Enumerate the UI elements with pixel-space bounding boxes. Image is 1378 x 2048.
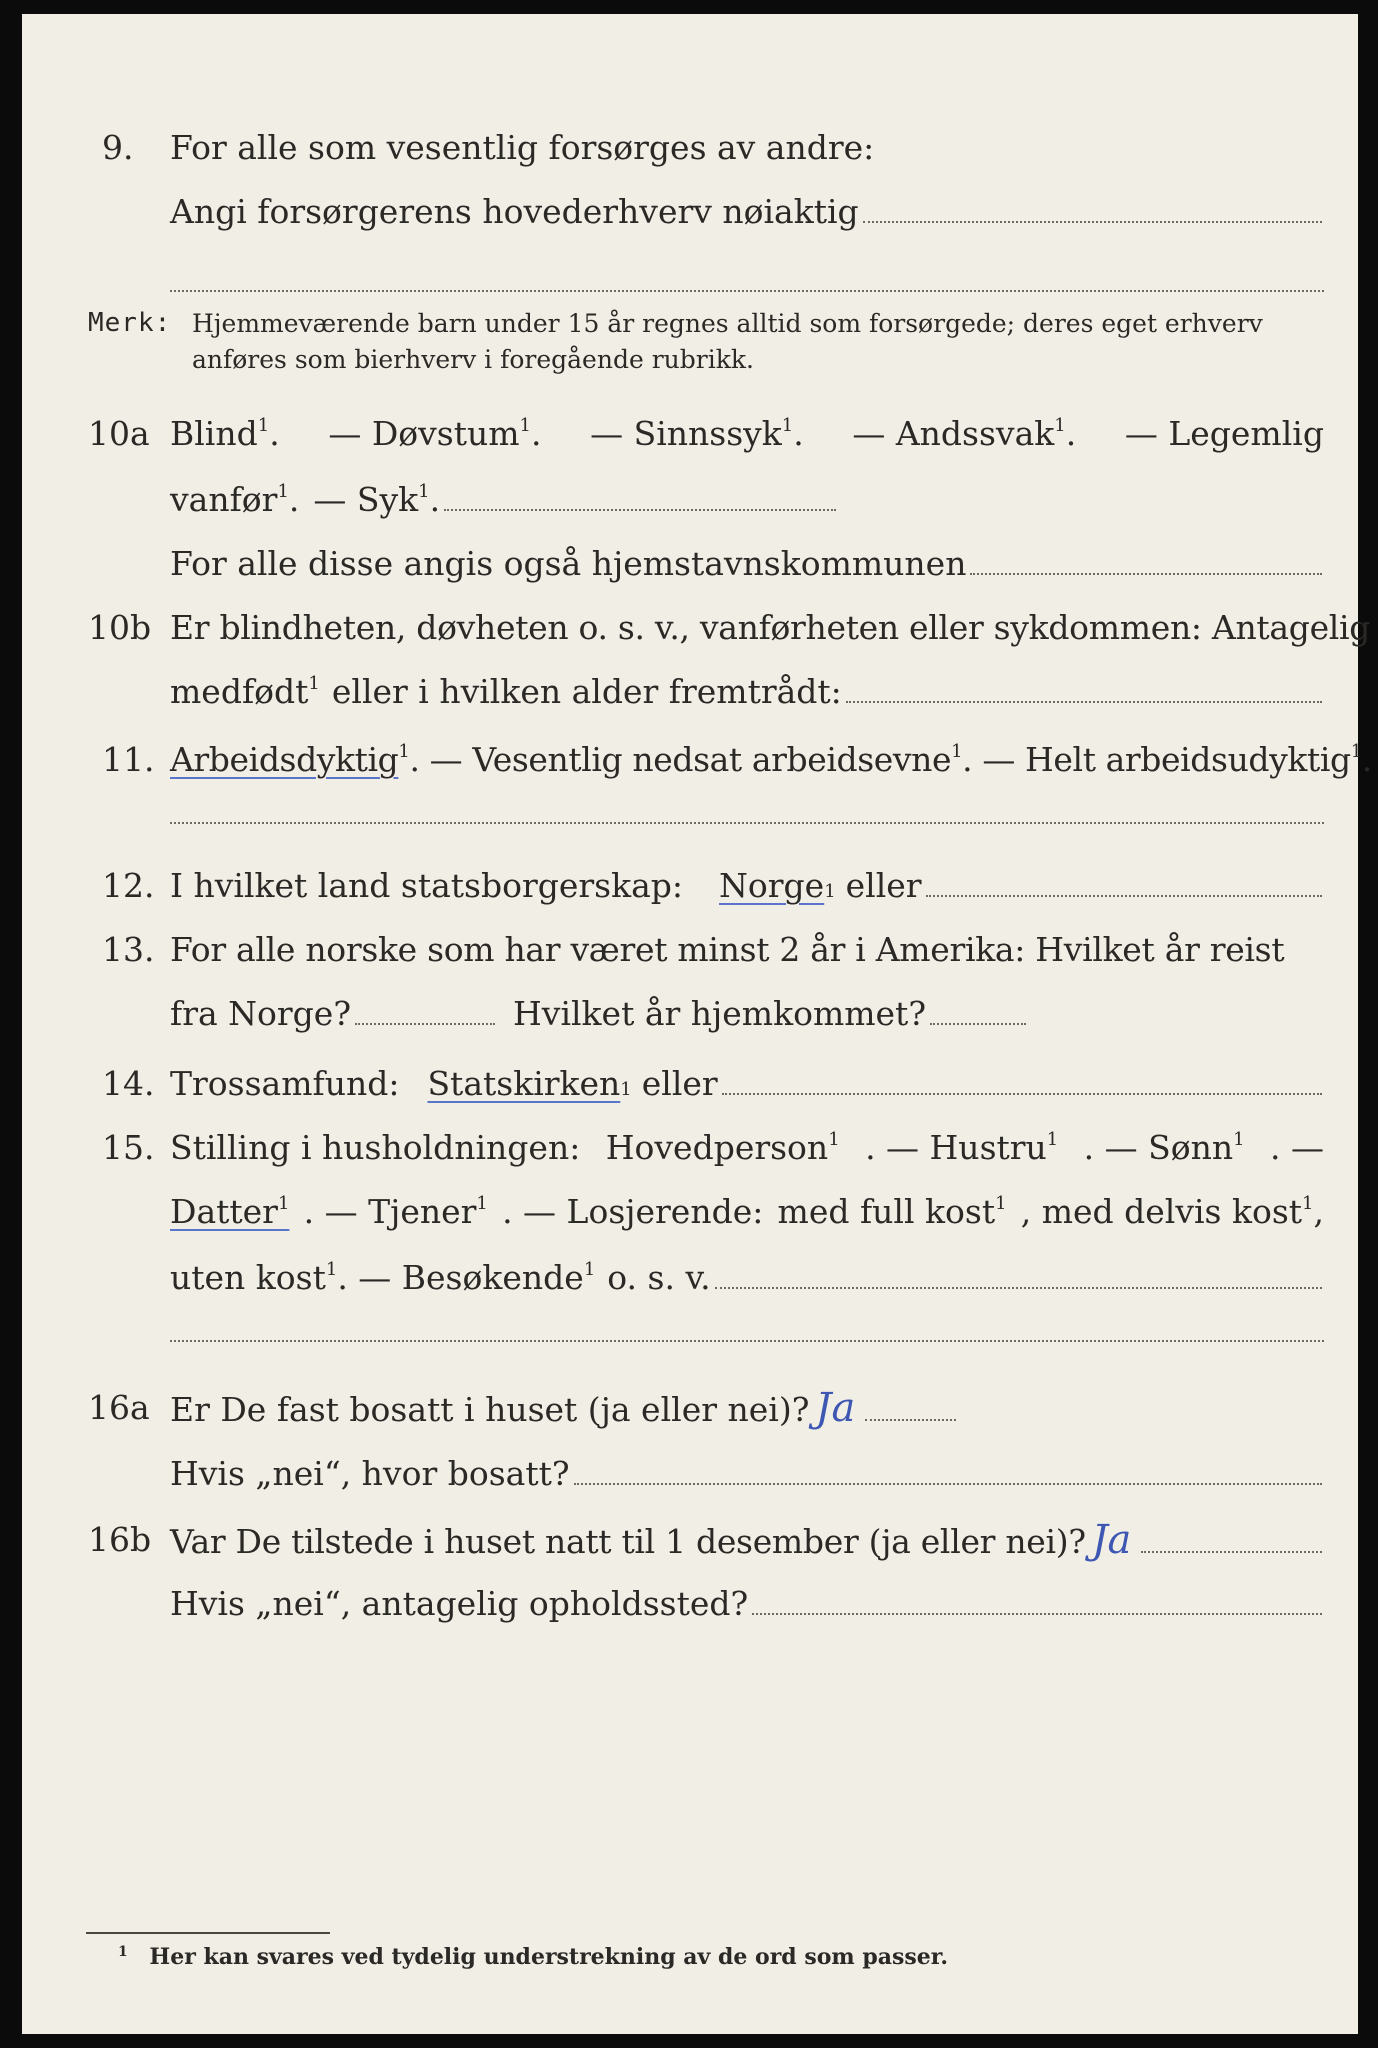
q13-line1 — [22, 920, 1358, 980]
option-medfodt[interactable]: medfødt$^1$ — [170, 672, 320, 711]
q16a-answer[interactable]: Ja — [815, 1385, 856, 1431]
option-losjerende[interactable]: . — Losjerende: — [502, 1192, 764, 1231]
q10a-line3 — [22, 534, 1358, 594]
q10b-alder-field[interactable] — [846, 700, 1322, 703]
q16b-text: Var De tilstede i huset natt til 1 desember (ja eller nei)? — [170, 1522, 1086, 1561]
q16b-answer-field[interactable] — [1141, 1550, 1322, 1553]
q10a-text-3: For alle disse angis også hjemstavnskommunen — [170, 544, 967, 583]
option-besokende[interactable]: . — Besøkende$^1$ — [337, 1258, 596, 1297]
footnote-divider — [86, 1932, 330, 1934]
q10b-text-2: eller i hvilken alder fremtrådt: — [331, 672, 842, 711]
option-delvis-kost[interactable]: , med delvis kost$^1$, — [1020, 1192, 1324, 1231]
option-sonn[interactable]: . — Sønn$^1$ — [1083, 1128, 1245, 1167]
q16a-text-2: Hvis „nei“, hvor bosatt? — [170, 1454, 570, 1493]
q10a-line1 — [22, 404, 1358, 464]
footnote — [118, 1944, 948, 1970]
q9-answer-field-2[interactable] — [170, 290, 1324, 292]
merk-line1: Hjemmeværende barn under 15 år regnes alltid som forsørgede; deres eget erhverv — [192, 309, 1263, 338]
q9-number: 9. — [102, 128, 134, 167]
q14-trossamfund-field[interactable] — [722, 1092, 1322, 1095]
q15-line3: uten kost$^1$ . — Besøkende$^1$ o. s. v. — [22, 1248, 1358, 1308]
merk-label: Merk: — [88, 308, 172, 338]
q14-text: Trossamfund: — [170, 1064, 400, 1103]
option-hovedperson[interactable]: Hovedperson$^1$ — [605, 1128, 840, 1167]
option-andssvak[interactable]: — Andssvak$^1$. — [852, 414, 1077, 453]
q16a-line1 — [22, 1378, 1358, 1438]
option-blind[interactable]: Blind$^1$. — [170, 414, 280, 453]
q10b-number: 10b — [88, 608, 152, 647]
q15-stilling-field[interactable] — [715, 1286, 1322, 1289]
q13-reist-label: fra Norge? — [170, 994, 352, 1033]
option-full-kost[interactable]: med full kost$^1$ — [777, 1192, 1007, 1231]
q15-line2 — [22, 1182, 1358, 1242]
q11-line: 11. Arbeidsdyktig$^1$. — Vesentlig nedsat arbeidsevne$^1$. — Helt arbeidsudyktig$^1$. — [22, 730, 1358, 790]
merk-line2: anføres som bierhverv i foregående rubrikk. — [192, 345, 754, 374]
q9-line1 — [22, 118, 1358, 178]
option-dovstum[interactable]: — Døvstum$^1$. — [328, 414, 542, 453]
q12-eller: eller — [845, 866, 922, 905]
q10a-line2 — [22, 470, 1358, 530]
option-statskirken[interactable]: Statskirken — [427, 1064, 621, 1103]
q15-answer-field-2[interactable] — [170, 1340, 1324, 1342]
q16b-text-2: Hvis „nei“, antagelig opholdssted? — [170, 1584, 749, 1623]
q9-text-2: Angi forsørgerens hovederhverv nøiaktig — [170, 192, 859, 231]
q9-line2 — [22, 182, 1358, 242]
q12-text: I hvilket land statsborgerskap: — [170, 866, 684, 905]
q13-reist-field[interactable] — [355, 1022, 495, 1025]
q10b-line1 — [22, 598, 1371, 658]
option-legemlig[interactable]: — Legemlig — [1124, 414, 1324, 453]
option-hustru[interactable]: . — Hustru$^1$ — [865, 1128, 1059, 1167]
q10a-syk-field[interactable] — [444, 508, 836, 511]
q14-line: 14. Trossamfund: Statskirken 1 eller — [22, 1054, 1358, 1114]
q16b-line2 — [22, 1574, 1358, 1634]
q16b-number: 16b — [88, 1520, 152, 1559]
q16b-answer[interactable]: Ja — [1091, 1517, 1132, 1563]
census-form-page — [22, 14, 1372, 2034]
q13-hjemkommet-field[interactable] — [930, 1022, 1026, 1025]
q13-number: 13. — [102, 930, 155, 969]
q12-country-field[interactable] — [926, 894, 1322, 897]
q10a-hjemstavn-field[interactable] — [970, 572, 1322, 575]
q9-answer-field[interactable] — [863, 220, 1322, 223]
q16a-line2 — [22, 1444, 1358, 1504]
q14-number: 14. — [102, 1064, 155, 1103]
option-nedsat[interactable]: . — Vesentlig nedsat arbeidsevne — [409, 740, 952, 779]
q10b-line2 — [22, 662, 1358, 722]
option-norge[interactable]: Norge — [719, 866, 825, 905]
option-syk[interactable]: — Syk$^1$. — [313, 480, 441, 519]
q16a-text: Er De fast bosatt i huset (ja eller nei)? — [170, 1390, 810, 1429]
option-arbeidsdyktig[interactable]: Arbeidsdyktig — [170, 740, 399, 779]
q16b-opholdssted-field[interactable] — [752, 1612, 1322, 1615]
q10b-text: Er blindheten, døvheten o. s. v., vanførheten eller sykdommen: Antagelig — [170, 608, 1371, 647]
option-uten-kost[interactable]: uten kost$^1$ — [170, 1258, 338, 1297]
footnote-mark: 1 — [118, 1944, 128, 1960]
q9-text: For alle som vesentlig forsørges av andre: — [170, 128, 875, 167]
option-sinnssyk[interactable]: — Sinnssyk$^1$. — [590, 414, 804, 453]
q13-hjemkommet-label: Hvilket år hjemkommet? — [513, 994, 927, 1033]
footnote-text: Her kan svares ved tydelig understrekning av de ord som passer. — [149, 1944, 948, 1970]
q11-answer-field[interactable] — [170, 822, 1324, 824]
option-arbeidsudyktig[interactable]: . — Helt arbeidsudyktig — [962, 740, 1351, 779]
q12-line: 12. I hvilket land statsborgerskap: Norge 1 eller — [22, 856, 1358, 916]
q14-eller: eller — [641, 1064, 718, 1103]
q15-number: 15. — [102, 1128, 155, 1167]
q16a-number: 16a — [88, 1388, 150, 1427]
q16a-bosatt-field[interactable] — [574, 1482, 1322, 1485]
q12-number: 12. — [102, 866, 155, 905]
q13-text: For alle norske som har været minst 2 år i Amerika: Hvilket år reist — [170, 930, 1285, 969]
q15-line1: 15. Stilling i husholdningen: Hovedperson$^1$ . — Hustru$^1$ . — Sønn$^1$ . — — [22, 1118, 1358, 1178]
q15-text: Stilling i husholdningen: — [170, 1128, 581, 1167]
option-vanfor[interactable]: vanfør$^1$. — [170, 480, 300, 519]
option-tjener[interactable]: . — Tjener$^1$ — [303, 1192, 488, 1231]
q13-line2 — [22, 984, 1358, 1044]
q16b-line1 — [22, 1510, 1358, 1570]
q10a-number: 10a — [88, 414, 150, 453]
option-datter[interactable]: Datter$^1$ — [170, 1192, 290, 1231]
q16a-answer-field[interactable] — [865, 1418, 956, 1421]
q11-number: 11. — [102, 740, 155, 779]
